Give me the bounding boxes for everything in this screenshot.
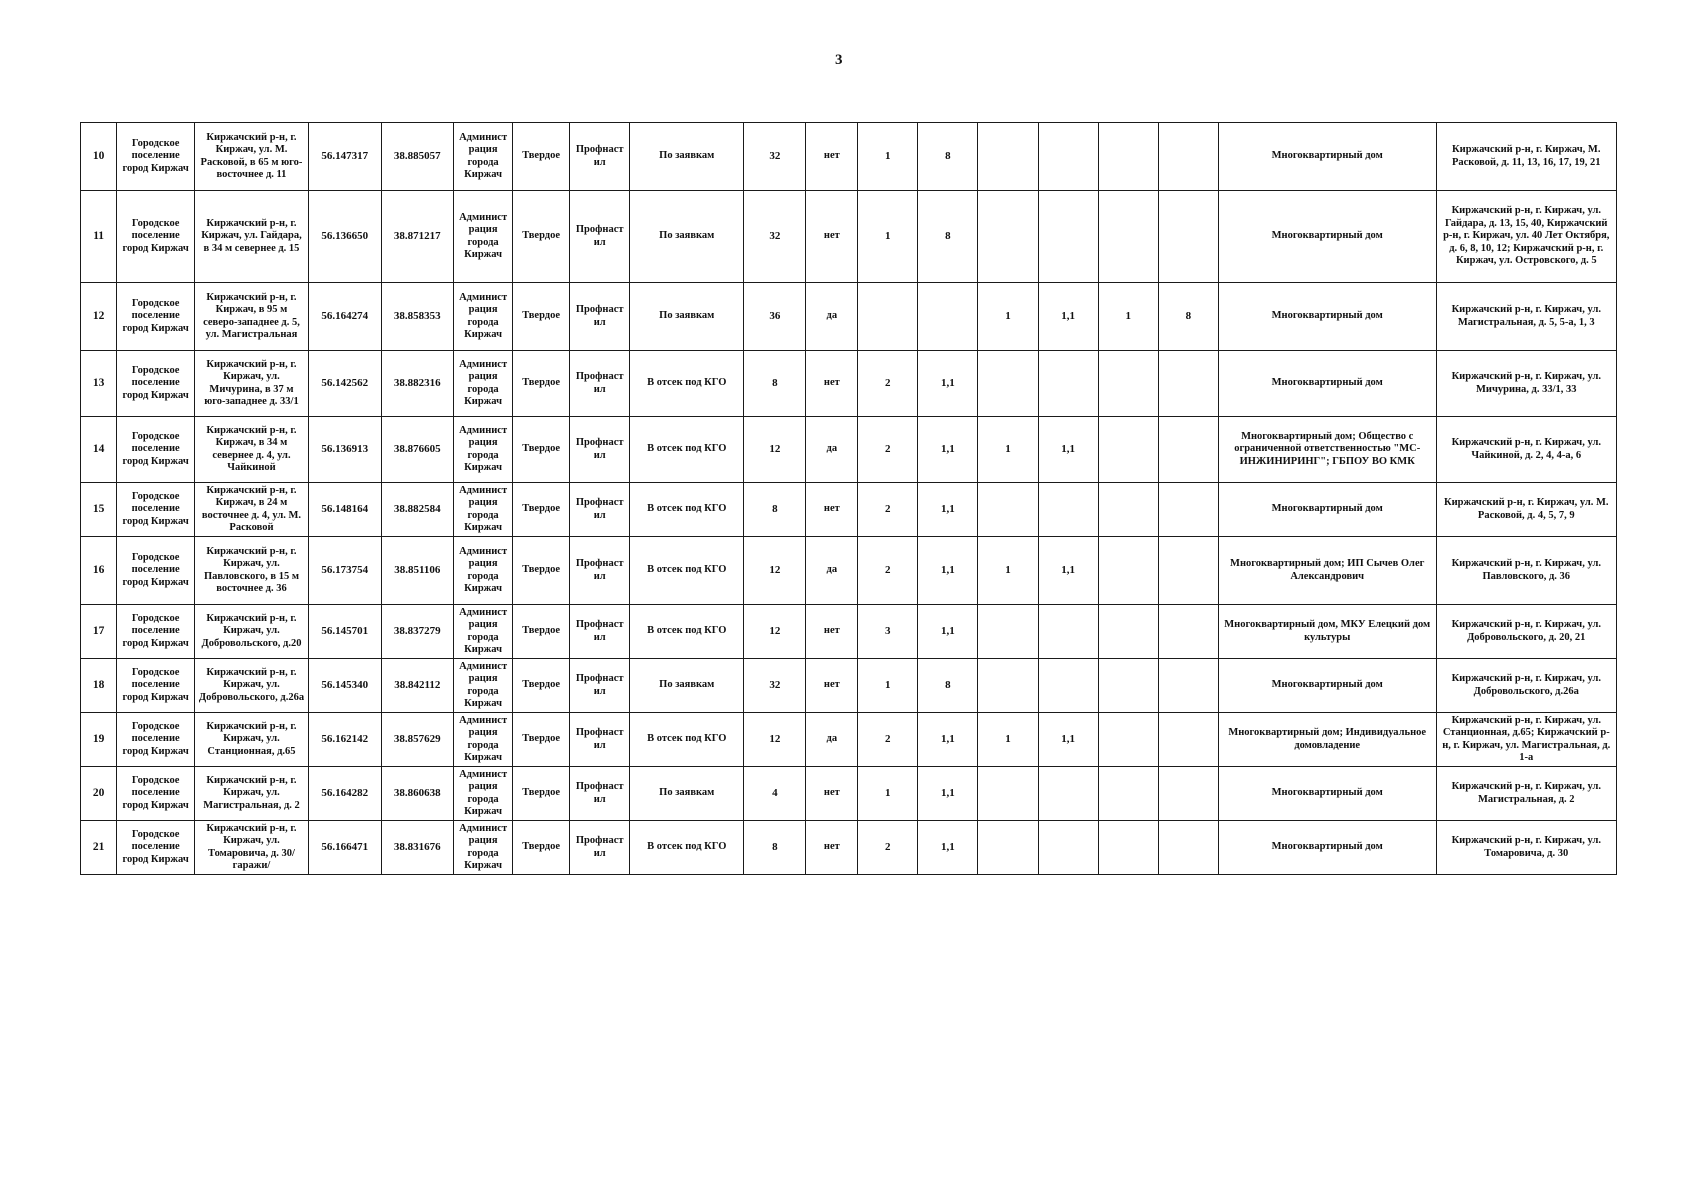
shed-cell: нет (806, 191, 858, 283)
served-addresses-cell: Киржачский р-н, г. Киржач, ул. Добровольского, д. 20, 21 (1436, 605, 1616, 659)
owner-cell: Администрация города Киржач (454, 123, 513, 191)
location-cell: Киржачский р-н, г. Киржач, ул. Добровольского, д.20 (194, 605, 308, 659)
area-cell: 4 (744, 767, 806, 821)
volume-2-cell: 1,1 (1038, 713, 1098, 767)
surface-cell: Твердое (513, 713, 570, 767)
count-3-cell (1098, 483, 1158, 537)
surface-cell: Твердое (513, 123, 570, 191)
surface-cell: Твердое (513, 605, 570, 659)
fence-cell: Профнастил (570, 351, 630, 417)
longitude-cell: 38.842112 (381, 659, 454, 713)
location-cell: Киржачский р-н, г. Киржач, ул. М. Расковой, в 65 м юго-восточнее д. 11 (194, 123, 308, 191)
longitude-cell: 38.876605 (381, 417, 454, 483)
latitude-cell: 56.166471 (308, 821, 381, 875)
served-addresses-cell: Киржачский р-н, г. Киржач, ул. Магистральная, д. 5, 5-а, 1, 3 (1436, 283, 1616, 351)
shed-cell: нет (806, 351, 858, 417)
volume-1-cell: 1,1 (918, 767, 978, 821)
bins-type-cell: В отсек под КГО (630, 713, 744, 767)
table-row (81, 123, 1617, 191)
fence-cell: Профнастил (570, 713, 630, 767)
settlement-cell: Городское поселение город Киржач (117, 283, 195, 351)
volume-1-cell: 1,1 (918, 821, 978, 875)
served-addresses-cell: Киржачский р-н, г. Киржач, ул. Мичурина, д. 33/1, 33 (1436, 351, 1616, 417)
volume-3-cell (1158, 191, 1218, 283)
volume-3-cell (1158, 767, 1218, 821)
shed-cell: нет (806, 821, 858, 875)
count-3-cell (1098, 713, 1158, 767)
fence-cell: Профнастил (570, 767, 630, 821)
area-cell: 8 (744, 483, 806, 537)
count-1-cell: 2 (858, 351, 918, 417)
fence-cell: Профнастил (570, 417, 630, 483)
longitude-cell: 38.837279 (381, 605, 454, 659)
waste-sources-cell: Многоквартирный дом (1218, 659, 1436, 713)
owner-cell: Администрация города Киржач (454, 767, 513, 821)
volume-3-cell (1158, 537, 1218, 605)
latitude-cell: 56.145701 (308, 605, 381, 659)
count-3-cell (1098, 351, 1158, 417)
count-3-cell (1098, 605, 1158, 659)
served-addresses-cell: Киржачский р-н, г. Киржач, М. Расковой, д. 11, 13, 16, 17, 19, 21 (1436, 123, 1616, 191)
count-3-cell (1098, 123, 1158, 191)
surface-cell: Твердое (513, 283, 570, 351)
area-cell: 8 (744, 351, 806, 417)
settlement-cell: Городское поселение город Киржач (117, 659, 195, 713)
shed-cell: нет (806, 767, 858, 821)
volume-1-cell: 1,1 (918, 713, 978, 767)
area-cell: 12 (744, 605, 806, 659)
volume-1-cell: 1,1 (918, 417, 978, 483)
volume-3-cell (1158, 351, 1218, 417)
served-addresses-cell: Киржачский р-н, г. Киржач, ул. Магистральная, д. 2 (1436, 767, 1616, 821)
owner-cell: Администрация города Киржач (454, 605, 513, 659)
volume-2-cell (1038, 821, 1098, 875)
row-number: 17 (81, 605, 117, 659)
waste-sources-cell: Многоквартирный дом (1218, 351, 1436, 417)
settlement-cell: Городское поселение город Киржач (117, 191, 195, 283)
surface-cell: Твердое (513, 483, 570, 537)
latitude-cell: 56.147317 (308, 123, 381, 191)
volume-1-cell: 1,1 (918, 351, 978, 417)
location-cell: Киржачский р-н, г. Киржач, ул. Станционная, д.65 (194, 713, 308, 767)
waste-sources-cell: Многоквартирный дом (1218, 821, 1436, 875)
waste-sources-cell: Многоквартирный дом; Индивидуальное домовладение (1218, 713, 1436, 767)
count-3-cell (1098, 191, 1158, 283)
latitude-cell: 56.142562 (308, 351, 381, 417)
served-addresses-cell: Киржачский р-н, г. Киржач, ул. М. Расковой, д. 4, 5, 7, 9 (1436, 483, 1616, 537)
count-1-cell (858, 283, 918, 351)
area-cell: 8 (744, 821, 806, 875)
waste-sites-table (80, 122, 1617, 875)
volume-1-cell: 1,1 (918, 537, 978, 605)
surface-cell: Твердое (513, 537, 570, 605)
count-2-cell: 1 (978, 713, 1038, 767)
shed-cell: нет (806, 483, 858, 537)
longitude-cell: 38.857629 (381, 713, 454, 767)
settlement-cell: Городское поселение город Киржач (117, 483, 195, 537)
volume-1-cell: 8 (918, 123, 978, 191)
shed-cell: нет (806, 605, 858, 659)
latitude-cell: 56.162142 (308, 713, 381, 767)
longitude-cell: 38.885057 (381, 123, 454, 191)
served-addresses-cell: Киржачский р-н, г. Киржач, ул. Чайкиной, д. 2, 4, 4-а, 6 (1436, 417, 1616, 483)
fence-cell: Профнастил (570, 659, 630, 713)
table-row (81, 417, 1617, 483)
location-cell: Киржачский р-н, г. Киржач, в 95 м северо-западнее д. 5, ул. Магистральная (194, 283, 308, 351)
fence-cell: Профнастил (570, 283, 630, 351)
settlement-cell: Городское поселение город Киржач (117, 417, 195, 483)
count-2-cell (978, 191, 1038, 283)
waste-sources-cell: Многоквартирный дом (1218, 283, 1436, 351)
latitude-cell: 56.173754 (308, 537, 381, 605)
bins-type-cell: В отсек под КГО (630, 821, 744, 875)
volume-1-cell (918, 283, 978, 351)
row-number: 12 (81, 283, 117, 351)
location-cell: Киржачский р-н, г. Киржач, ул. Томаровича, д. 30/гаражи/ (194, 821, 308, 875)
shed-cell: нет (806, 123, 858, 191)
served-addresses-cell: Киржачский р-н, г. Киржач, ул. Томаровича, д. 30 (1436, 821, 1616, 875)
table-row (81, 821, 1617, 875)
count-1-cell: 1 (858, 123, 918, 191)
count-3-cell (1098, 659, 1158, 713)
volume-2-cell (1038, 605, 1098, 659)
waste-sources-cell: Многоквартирный дом (1218, 123, 1436, 191)
surface-cell: Твердое (513, 659, 570, 713)
volume-2-cell: 1,1 (1038, 537, 1098, 605)
settlement-cell: Городское поселение город Киржач (117, 767, 195, 821)
shed-cell: да (806, 713, 858, 767)
waste-sources-cell: Многоквартирный дом; Общество с ограниченной ответственностью "МС-ИНЖИНИРИНГ"; ГБПОУ ВО КМК (1218, 417, 1436, 483)
owner-cell: Администрация города Киржач (454, 351, 513, 417)
shed-cell: да (806, 283, 858, 351)
row-number: 14 (81, 417, 117, 483)
served-addresses-cell: Киржачский р-н, г. Киржач, ул. Гайдара, д. 13, 15, 40, Киржачский р-н, г. Киржач, ул. 40 Лет Октября, д. 6, 8, 10, 12; Киржачский р-н, г. Киржач, ул. Островского, д. 5 (1436, 191, 1616, 283)
volume-3-cell (1158, 605, 1218, 659)
table-row (81, 537, 1617, 605)
longitude-cell: 38.882316 (381, 351, 454, 417)
volume-2-cell (1038, 191, 1098, 283)
volume-3-cell (1158, 659, 1218, 713)
fence-cell: Профнастил (570, 605, 630, 659)
count-2-cell (978, 821, 1038, 875)
volume-3-cell (1158, 713, 1218, 767)
owner-cell: Администрация города Киржач (454, 659, 513, 713)
table-row (81, 713, 1617, 767)
volume-1-cell: 1,1 (918, 483, 978, 537)
bins-type-cell: По заявкам (630, 283, 744, 351)
count-1-cell: 2 (858, 713, 918, 767)
volume-2-cell (1038, 123, 1098, 191)
owner-cell: Администрация города Киржач (454, 283, 513, 351)
table-row (81, 191, 1617, 283)
latitude-cell: 56.148164 (308, 483, 381, 537)
bins-type-cell: В отсек под КГО (630, 483, 744, 537)
area-cell: 12 (744, 537, 806, 605)
bins-type-cell: В отсек под КГО (630, 351, 744, 417)
area-cell: 32 (744, 659, 806, 713)
count-2-cell (978, 351, 1038, 417)
volume-2-cell (1038, 483, 1098, 537)
bins-type-cell: По заявкам (630, 191, 744, 283)
row-number: 13 (81, 351, 117, 417)
area-cell: 12 (744, 417, 806, 483)
settlement-cell: Городское поселение город Киржач (117, 821, 195, 875)
table-row (81, 483, 1617, 537)
longitude-cell: 38.851106 (381, 537, 454, 605)
count-3-cell: 1 (1098, 283, 1158, 351)
count-2-cell: 1 (978, 417, 1038, 483)
location-cell: Киржачский р-н, г. Киржач, ул. Павловского, в 15 м восточнее д. 36 (194, 537, 308, 605)
count-2-cell (978, 767, 1038, 821)
surface-cell: Твердое (513, 351, 570, 417)
table-body (81, 123, 1617, 875)
volume-3-cell (1158, 123, 1218, 191)
longitude-cell: 38.882584 (381, 483, 454, 537)
volume-2-cell (1038, 659, 1098, 713)
served-addresses-cell: Киржачский р-н, г. Киржач, ул. Павловского, д. 36 (1436, 537, 1616, 605)
row-number: 16 (81, 537, 117, 605)
longitude-cell: 38.858353 (381, 283, 454, 351)
settlement-cell: Городское поселение город Киржач (117, 713, 195, 767)
count-2-cell (978, 659, 1038, 713)
count-2-cell: 1 (978, 537, 1038, 605)
row-number: 21 (81, 821, 117, 875)
volume-2-cell (1038, 767, 1098, 821)
volume-3-cell (1158, 821, 1218, 875)
row-number: 20 (81, 767, 117, 821)
latitude-cell: 56.136650 (308, 191, 381, 283)
surface-cell: Твердое (513, 191, 570, 283)
count-2-cell (978, 123, 1038, 191)
fence-cell: Профнастил (570, 821, 630, 875)
count-2-cell (978, 605, 1038, 659)
volume-1-cell: 8 (918, 659, 978, 713)
waste-sources-cell: Многоквартирный дом (1218, 767, 1436, 821)
surface-cell: Твердое (513, 821, 570, 875)
count-1-cell: 1 (858, 659, 918, 713)
location-cell: Киржачский р-н, г. Киржач, ул. Добровольского, д.26а (194, 659, 308, 713)
fence-cell: Профнастил (570, 191, 630, 283)
shed-cell: нет (806, 659, 858, 713)
owner-cell: Администрация города Киржач (454, 713, 513, 767)
shed-cell: да (806, 417, 858, 483)
volume-1-cell: 1,1 (918, 605, 978, 659)
bins-type-cell: По заявкам (630, 659, 744, 713)
table-row (81, 283, 1617, 351)
table-row (81, 351, 1617, 417)
page-number: 3 (835, 52, 843, 68)
location-cell: Киржачский р-н, г. Киржач, в 34 м севернее д. 4, ул. Чайкиной (194, 417, 308, 483)
owner-cell: Администрация города Киржач (454, 417, 513, 483)
count-3-cell (1098, 821, 1158, 875)
area-cell: 12 (744, 713, 806, 767)
longitude-cell: 38.831676 (381, 821, 454, 875)
fence-cell: Профнастил (570, 483, 630, 537)
waste-sources-cell: Многоквартирный дом; ИП Сычев Олег Александрович (1218, 537, 1436, 605)
count-1-cell: 1 (858, 767, 918, 821)
volume-3-cell: 8 (1158, 283, 1218, 351)
settlement-cell: Городское поселение город Киржач (117, 537, 195, 605)
location-cell: Киржачский р-н, г. Киржач, ул. Магистральная, д. 2 (194, 767, 308, 821)
count-1-cell: 2 (858, 537, 918, 605)
owner-cell: Администрация города Киржач (454, 537, 513, 605)
latitude-cell: 56.145340 (308, 659, 381, 713)
bins-type-cell: В отсек под КГО (630, 537, 744, 605)
count-2-cell: 1 (978, 283, 1038, 351)
longitude-cell: 38.860638 (381, 767, 454, 821)
waste-sources-cell: Многоквартирный дом, МКУ Елецкий дом культуры (1218, 605, 1436, 659)
surface-cell: Твердое (513, 767, 570, 821)
count-1-cell: 2 (858, 821, 918, 875)
latitude-cell: 56.164274 (308, 283, 381, 351)
shed-cell: да (806, 537, 858, 605)
longitude-cell: 38.871217 (381, 191, 454, 283)
bins-type-cell: По заявкам (630, 123, 744, 191)
volume-3-cell (1158, 483, 1218, 537)
waste-sources-cell: Многоквартирный дом (1218, 483, 1436, 537)
fence-cell: Профнастил (570, 537, 630, 605)
owner-cell: Администрация города Киржач (454, 821, 513, 875)
row-number: 10 (81, 123, 117, 191)
row-number: 15 (81, 483, 117, 537)
count-3-cell (1098, 537, 1158, 605)
row-number: 11 (81, 191, 117, 283)
owner-cell: Администрация города Киржач (454, 483, 513, 537)
count-1-cell: 1 (858, 191, 918, 283)
row-number: 18 (81, 659, 117, 713)
latitude-cell: 56.164282 (308, 767, 381, 821)
served-addresses-cell: Киржачский р-н, г. Киржач, ул. Добровольского, д.26а (1436, 659, 1616, 713)
area-cell: 32 (744, 123, 806, 191)
volume-2-cell (1038, 351, 1098, 417)
row-number: 19 (81, 713, 117, 767)
volume-1-cell: 8 (918, 191, 978, 283)
settlement-cell: Городское поселение город Киржач (117, 123, 195, 191)
location-cell: Киржачский р-н, г. Киржач, ул. Мичурина, в 37 м юго-западнее д. 33/1 (194, 351, 308, 417)
table-row (81, 767, 1617, 821)
bins-type-cell: По заявкам (630, 767, 744, 821)
settlement-cell: Городское поселение город Киржач (117, 605, 195, 659)
location-cell: Киржачский р-н, г. Киржач, в 24 м восточнее д. 4, ул. М. Расковой (194, 483, 308, 537)
table-row (81, 659, 1617, 713)
surface-cell: Твердое (513, 417, 570, 483)
count-3-cell (1098, 417, 1158, 483)
volume-3-cell (1158, 417, 1218, 483)
latitude-cell: 56.136913 (308, 417, 381, 483)
served-addresses-cell: Киржачский р-н, г. Киржач, ул. Станционная, д.65; Киржачский р-н, г. Киржач, ул. Магистральная, д. 1-а (1436, 713, 1616, 767)
table-row (81, 605, 1617, 659)
fence-cell: Профнастил (570, 123, 630, 191)
count-2-cell (978, 483, 1038, 537)
owner-cell: Администрация города Киржач (454, 191, 513, 283)
volume-2-cell: 1,1 (1038, 417, 1098, 483)
bins-type-cell: В отсек под КГО (630, 605, 744, 659)
waste-sources-cell: Многоквартирный дом (1218, 191, 1436, 283)
count-1-cell: 2 (858, 417, 918, 483)
area-cell: 32 (744, 191, 806, 283)
count-3-cell (1098, 767, 1158, 821)
count-1-cell: 2 (858, 483, 918, 537)
location-cell: Киржачский р-н, г. Киржач, ул. Гайдара, в 34 м севернее д. 15 (194, 191, 308, 283)
bins-type-cell: В отсек под КГО (630, 417, 744, 483)
volume-2-cell: 1,1 (1038, 283, 1098, 351)
area-cell: 36 (744, 283, 806, 351)
settlement-cell: Городское поселение город Киржач (117, 351, 195, 417)
count-1-cell: 3 (858, 605, 918, 659)
